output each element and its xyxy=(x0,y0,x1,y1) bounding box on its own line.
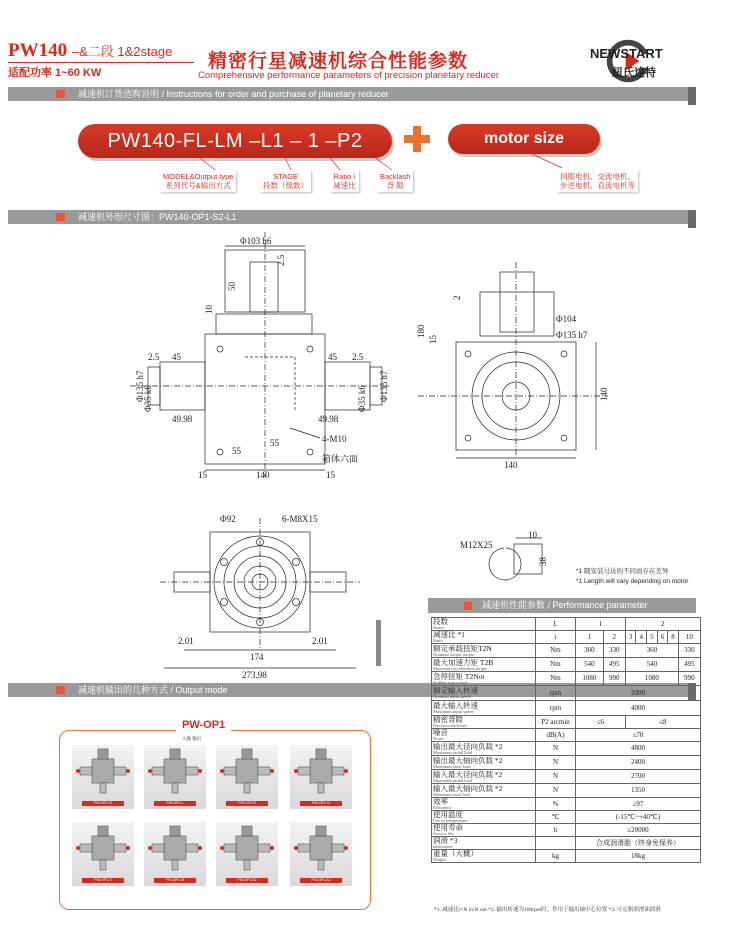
param-name: 减速比 *1 Ratio xyxy=(432,631,536,644)
power-range: 适配功率 1~60 KW xyxy=(8,67,102,79)
tile-caption: PW-OP1-L xyxy=(154,801,196,806)
dim-label: 10 xyxy=(204,305,214,314)
dim-label: 6-M8X15 xyxy=(282,514,318,524)
param-unit: N xyxy=(536,770,576,784)
param-name: 噪音 Noise xyxy=(432,729,536,742)
param-unit: L xyxy=(536,618,576,631)
dim-label: 55 xyxy=(270,438,279,448)
gearbox-icon xyxy=(144,822,206,878)
gearbox-icon xyxy=(216,822,278,878)
table-footnote: *1. 减速比i=N in/N out *2. 输出转速为100rpm时，作用于输出轴中心位置 *3. 可定制润滑油润滑 xyxy=(434,907,661,913)
table-row xyxy=(432,784,701,798)
dim-label: Φ135 h7 xyxy=(135,370,145,402)
table-row xyxy=(432,824,701,837)
key-detail-labels xyxy=(456,530,556,580)
label-stage: STAGE 段数（级数） xyxy=(260,170,311,192)
dim-label: 49.98 xyxy=(318,414,339,424)
param-name: 段数 Series xyxy=(432,618,536,631)
param-name: 润滑 *3 lubrication xyxy=(432,837,536,850)
param-unit: dB(A) xyxy=(536,729,576,742)
table-row xyxy=(432,729,701,742)
gearbox-icon xyxy=(290,822,352,878)
output-mode-tile xyxy=(144,745,206,809)
param-unit: Nm xyxy=(536,644,576,658)
bullet-square xyxy=(56,686,65,694)
param-value: 8 xyxy=(668,631,679,644)
table-row xyxy=(432,701,701,716)
output-mode-tile xyxy=(72,822,134,886)
dim-label: 15 xyxy=(326,470,335,480)
dim-label: 273.98 xyxy=(242,670,267,680)
performance-table xyxy=(431,617,701,863)
output-mode-tile xyxy=(144,822,206,886)
brand-name-cn: 紐氏達特 xyxy=(612,67,656,79)
param-value: 2000 xyxy=(576,686,701,701)
brand-name: NEWSTART xyxy=(590,46,663,61)
side-view-labels xyxy=(418,232,618,472)
section-bar-dimension: 减速机外形尺寸图：PW140-OP1-S2-L1 xyxy=(8,210,688,224)
dim-label: Φ104 xyxy=(556,314,577,324)
tile-caption: PW-OP1-A1 xyxy=(300,878,342,883)
param-name: 输入最大径向负载 *2 Maximum radial load xyxy=(432,770,536,784)
dim-label: 箱体六面 xyxy=(322,454,359,464)
param-value: 18kg xyxy=(576,850,701,863)
param-name: 输出最大轴向负载 *2 Maximum axial load xyxy=(432,756,536,770)
param-value: 540 xyxy=(576,658,604,672)
param-unit: ℃ xyxy=(536,811,576,824)
param-value: 360 xyxy=(576,644,604,658)
note-en: *1 Length will vary depending on motor xyxy=(576,578,689,585)
section-bar-output: 减速机输出的几种方式 / Output mode xyxy=(8,683,688,697)
dim-label: 45 xyxy=(172,352,181,362)
bullet-square xyxy=(56,213,65,221)
param-value: ≥20000 xyxy=(576,824,701,837)
param-name: 重量（大概） Weight xyxy=(432,850,536,863)
param-value: 1350 xyxy=(576,784,701,798)
table-row xyxy=(432,658,701,672)
param-value: 4 xyxy=(636,631,647,644)
param-name: 最大加速力矩 T2B Maximum acceleration torque xyxy=(432,658,536,672)
dim-label: 2.5 xyxy=(352,352,364,362)
table-row xyxy=(432,686,701,701)
tile-caption: PW-OP1-R xyxy=(226,801,268,806)
dim-label: M12X25 xyxy=(460,540,493,550)
param-value: 2 xyxy=(625,618,700,631)
param-unit: N xyxy=(536,784,576,798)
table-row xyxy=(432,631,701,644)
tile-caption: PW-OP1-M xyxy=(154,878,196,883)
param-value: 330 xyxy=(603,644,625,658)
motor-size-pill: motor size xyxy=(448,124,600,154)
param-value: ≤8 xyxy=(625,716,700,729)
param-unit: N xyxy=(536,756,576,770)
output-mode-tile xyxy=(290,822,352,886)
table-row xyxy=(432,716,701,729)
param-unit: P2 arcmin xyxy=(536,716,576,729)
table-row xyxy=(432,811,701,824)
dim-label: 50 xyxy=(227,282,237,291)
dim-label: Φ135 h7 xyxy=(556,330,588,340)
dim-label: Φ135 h7 xyxy=(379,370,389,402)
label-model: MODEL&Output type 系列代号&输出方式 xyxy=(160,170,236,192)
gearbox-icon xyxy=(290,745,352,801)
param-value: 1 xyxy=(576,618,626,631)
dim-label: 10 xyxy=(528,530,537,540)
dim-label: 55 xyxy=(232,446,241,456)
param-value: 4000 xyxy=(576,701,701,716)
table-row xyxy=(432,618,701,631)
output-mode-tile xyxy=(216,745,278,809)
param-value: ≥97 xyxy=(576,798,701,811)
tile-caption: PW-OP1-I2 xyxy=(82,801,124,806)
param-name: 使用寿命 Service life xyxy=(432,824,536,837)
page-subtitle: Comprehensive performance parameters of precision planetary reducer xyxy=(198,70,499,81)
param-value: 540 xyxy=(625,658,678,672)
table-row xyxy=(432,798,701,811)
output-mode-legend: 入输 输出 xyxy=(182,736,202,741)
param-value: 1080 xyxy=(576,672,604,686)
param-value: 2700 xyxy=(576,770,701,784)
param-value: (-15℃~+40℃) xyxy=(576,811,701,824)
dim-label: 2.5 xyxy=(276,254,286,266)
header-underline xyxy=(8,62,194,63)
bullet-square xyxy=(56,90,65,98)
table-row xyxy=(432,850,701,863)
gearbox-icon xyxy=(144,745,206,801)
param-value: 990 xyxy=(678,672,700,686)
param-name: 额定承载扭矩T2N Nominal output torque xyxy=(432,644,536,658)
param-value: 6 xyxy=(657,631,668,644)
output-mode-title: PW-OP1 xyxy=(176,719,231,731)
note-cn: *1 随安装马达的不同而存在差异 xyxy=(576,568,669,575)
model-title: PW140 –&二段 1&2stage xyxy=(8,40,173,61)
param-value: 360 xyxy=(625,644,678,658)
param-value: 10 xyxy=(678,631,700,644)
tile-caption: PW-OP1-S2 xyxy=(226,878,268,883)
divider xyxy=(376,620,381,666)
dim-label: 49.98 xyxy=(172,414,193,424)
output-mode-tile xyxy=(216,822,278,886)
param-name: 最大输入转速 Maximum input speed xyxy=(432,701,536,716)
param-unit: rpm xyxy=(536,701,576,716)
output-mode-tile xyxy=(72,745,134,809)
param-unit: Nm xyxy=(536,658,576,672)
dim-label: 180 xyxy=(416,324,426,338)
dim-label: 45 xyxy=(328,352,337,362)
param-unit xyxy=(536,837,576,850)
tile-caption: PW-OP1-I1 xyxy=(300,801,342,806)
front-view-labels xyxy=(130,232,390,492)
dim-label: 2.01 xyxy=(178,636,194,646)
param-name: 精密背隙 Precision backlash xyxy=(432,716,536,729)
gearbox-icon xyxy=(216,745,278,801)
param-name: 急停扭矩 T2Not Sudden stop torque xyxy=(432,672,536,686)
param-value: 2400 xyxy=(576,756,701,770)
param-unit: rpm xyxy=(536,686,576,701)
param-name: 输入最大轴向负载 *2 Maximum axial load xyxy=(432,784,536,798)
dim-label: Φ103 h6 xyxy=(240,236,272,246)
param-name: 使用温度 Use of temperature xyxy=(432,811,536,824)
param-value: 2 xyxy=(603,631,625,644)
table-row xyxy=(432,837,701,850)
param-value: 1080 xyxy=(625,672,678,686)
param-value: ≤6 xyxy=(576,716,626,729)
table-row xyxy=(432,756,701,770)
page-title: 精密行星减速机综合性能参数 xyxy=(208,50,469,72)
gearbox-icon xyxy=(72,745,134,801)
table-row xyxy=(432,672,701,686)
output-mode-tile xyxy=(290,745,352,809)
bullet-square xyxy=(464,602,472,610)
param-value: 495 xyxy=(603,658,625,672)
param-name: 效率 Efficiency xyxy=(432,798,536,811)
gearbox-icon xyxy=(72,822,134,878)
param-value: 990 xyxy=(603,672,625,686)
dim-label: 140 xyxy=(599,387,609,401)
dim-label: 15 xyxy=(428,335,438,344)
param-value: ≤70 xyxy=(576,729,701,742)
param-value: 3 xyxy=(625,631,636,644)
section-bar-order: 减速机订货选购说明 / Instructions for order and purchase of planetary reducer xyxy=(8,87,688,101)
dim-label: 15 xyxy=(198,470,207,480)
param-unit: N xyxy=(536,742,576,756)
dim-label: 2 xyxy=(452,295,462,300)
dim-label: Φ35 k6 xyxy=(357,385,367,412)
table-row xyxy=(432,644,701,658)
dim-label: 140 xyxy=(256,470,270,480)
dim-label: 38 xyxy=(538,557,548,566)
param-unit: % xyxy=(536,798,576,811)
dim-label: Φ92 xyxy=(220,514,236,524)
order-code-pill: PW140-FL-LM –L1 – 1 –P2 xyxy=(78,124,392,158)
dim-label: 2.01 xyxy=(312,636,328,646)
param-value: 4800 xyxy=(576,742,701,756)
performance-header: 减速机性能参数 / Performance parameter xyxy=(428,598,696,613)
param-unit: Nm xyxy=(536,672,576,686)
param-value: 合成润滑脂（终身免保养） xyxy=(576,837,701,850)
dim-label: 2.5 xyxy=(148,352,160,362)
table-row xyxy=(432,770,701,784)
param-value: 5 xyxy=(647,631,658,644)
label-motor: 伺服电机、交流电机、 步进电机、直流电机等 xyxy=(557,170,638,192)
param-value: 1 xyxy=(576,631,604,644)
flange-view-labels xyxy=(160,508,400,688)
param-unit: i xyxy=(536,631,576,644)
dim-label: Φ35 k6 xyxy=(143,385,153,412)
param-value: 330 xyxy=(678,644,700,658)
param-unit: h xyxy=(536,824,576,837)
param-value: 495 xyxy=(678,658,700,672)
tile-caption: PW-OP1-S xyxy=(82,878,124,883)
dim-label: 140 xyxy=(504,460,518,470)
label-ratio: Ratio i 减速比 xyxy=(330,170,359,192)
table-row xyxy=(432,742,701,756)
param-unit: kg xyxy=(536,850,576,863)
label-backlash: Backlash 背 隙 xyxy=(377,170,413,192)
stage-text: –&二段 1&2stage xyxy=(71,44,173,59)
param-name: 额定输入转速 Nominal input speed xyxy=(432,686,536,701)
param-name: 输出最大径向负载 *2 Maximum radial load xyxy=(432,742,536,756)
dim-label: 4-M10 xyxy=(322,434,347,444)
dim-label: 174 xyxy=(250,652,264,662)
